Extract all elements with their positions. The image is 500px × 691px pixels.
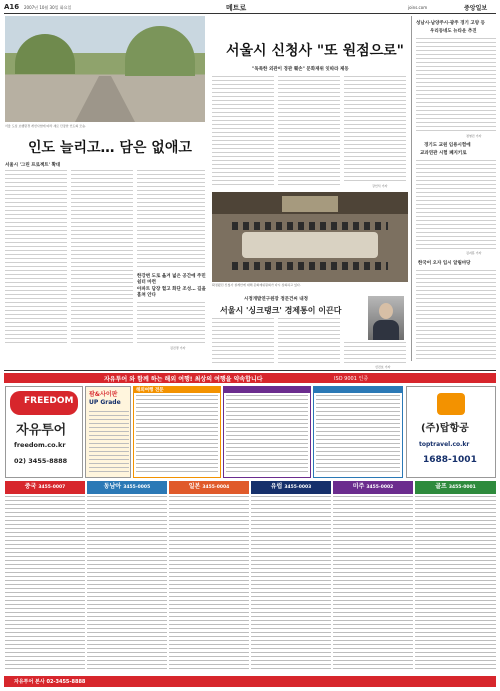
iso-badge: ISO 9001 인증 [334,376,369,382]
right-byline-2: 김지훈 기자 [466,251,482,255]
left-kicker-1: 한강변 도로 옮겨 넓은 공간에 주민 쉼터 마련 [137,274,206,285]
left-story-body-1 [5,170,67,345]
left-story-body-3 [137,170,205,270]
interview-body-1 [212,318,274,364]
toptravel-ad [406,386,496,478]
toptravel-logo-icon [437,393,465,415]
freedom-phone: 02) 3455-8888 [14,457,68,465]
dest-europe: 유럽 3455-0003 [251,481,331,671]
dest-america: 미주 3455-0002 [333,481,413,671]
right-head-2: 경기도 교원 임용시험에 [424,143,471,148]
lead-body-2 [278,76,340,188]
mid-sub-label: 해외여행 전문 [134,387,220,393]
freedom-name: 자유투어 [16,423,67,438]
toptravel-phone: 1688-1001 [423,455,477,465]
ad-banner-text: 자유투어 와 함께 하는 해외 여행! 최상의 여행을 약속합니다 [104,376,263,383]
right-col-rule [411,16,412,361]
left-kicker-2: 아파트 담장 헐고 화단 조성… 길을 훔쳐 안다 [137,287,206,298]
right-head-1b: 우리동네도 뉴타운 추진 [430,29,477,34]
site-url: joins.com [408,5,428,10]
guam-ad [85,386,131,478]
lead-title: 서울시 신청사 "또 원점으로" [226,43,404,59]
left-story-sub: 서울시 '그린 프로젝트' 확대 [5,163,61,168]
freedom-url[interactable]: freedom.co.kr [14,441,66,449]
portrait-photo [368,296,404,340]
left-story-body-2 [71,170,133,345]
right-body-3 [416,270,496,362]
lead-byline: 강인식 기자 [372,184,388,188]
right-head-3: 한국어 오자 입시 알림마당 [418,261,471,266]
freedom-ad [5,386,83,478]
right-body-2 [416,160,496,250]
page-header [4,3,496,13]
header-rule [4,13,496,14]
paper-logo: 중앙일보 [464,5,488,12]
interview-byline: 신진호 기자 [375,365,391,369]
guam-title: 괌&사이판 [89,391,118,398]
page-number: A16 [4,3,20,11]
interview-title: 서울시 '싱크탱크' 경제통이 이끈다 [220,306,342,315]
toptravel-name: (주)탑항공 [421,423,469,434]
lead-deck: "독특한 외관이 경관 훼손" 문화재위 잇따라 제동 [252,67,349,72]
right-body-1 [416,38,496,133]
photo-caption: 서울 도심 보행환경 개선사업에 따라 새로 단장한 인도의 모습. [5,124,87,128]
right-head-2b: 교과연관 시험 폐지키로 [420,151,467,156]
street-photo [5,16,205,122]
dest-golf: 골프 3455-0001 [415,481,496,671]
left-story-title: 인도 늘리고… 담은 없애고 [28,140,192,156]
meeting-photo [212,192,408,282]
lead-body-3 [344,76,406,184]
page-date: 2007년 10월 30일 화요일 [24,5,72,10]
ad-footer-text: 자유투어 본사 02-3455-8888 [14,679,86,685]
guam-upgrade: UP Grade [89,399,121,406]
toptravel-url[interactable]: toptravel.co.kr [419,441,470,448]
dest-southeast-asia: 동남아 3455-0005 [87,481,167,671]
dest-china: 중국 3455-0007 [5,481,85,671]
freedom-logo-text: FREEDOM [24,396,74,406]
left-byline: 김진경 기자 [170,346,186,350]
ad-footer [4,676,496,687]
package-grid [133,386,403,478]
destination-row [5,481,496,671]
lead-body-1 [212,76,274,188]
ad-top-rule [4,370,496,371]
section-name: 메트로 [226,4,247,12]
dest-japan: 일본 3455-0004 [169,481,249,671]
interview-kicker: 시정개발연구원장 정문건씨 내정 [244,297,308,302]
right-head-1: 성남시·남양주시·광주 경기 고양 등 [416,21,485,26]
left-story-body-4 [137,302,205,345]
ad-banner [4,373,496,383]
freedom-logo [10,391,78,415]
meeting-caption: 확정됐던 신청사 설계안에 대해 문화재위원회가 다시 심의하고 있다. [212,283,301,287]
interview-body-3 [344,342,406,364]
interview-body-2 [278,318,340,364]
right-byline-1: 정영진 기자 [466,134,482,138]
